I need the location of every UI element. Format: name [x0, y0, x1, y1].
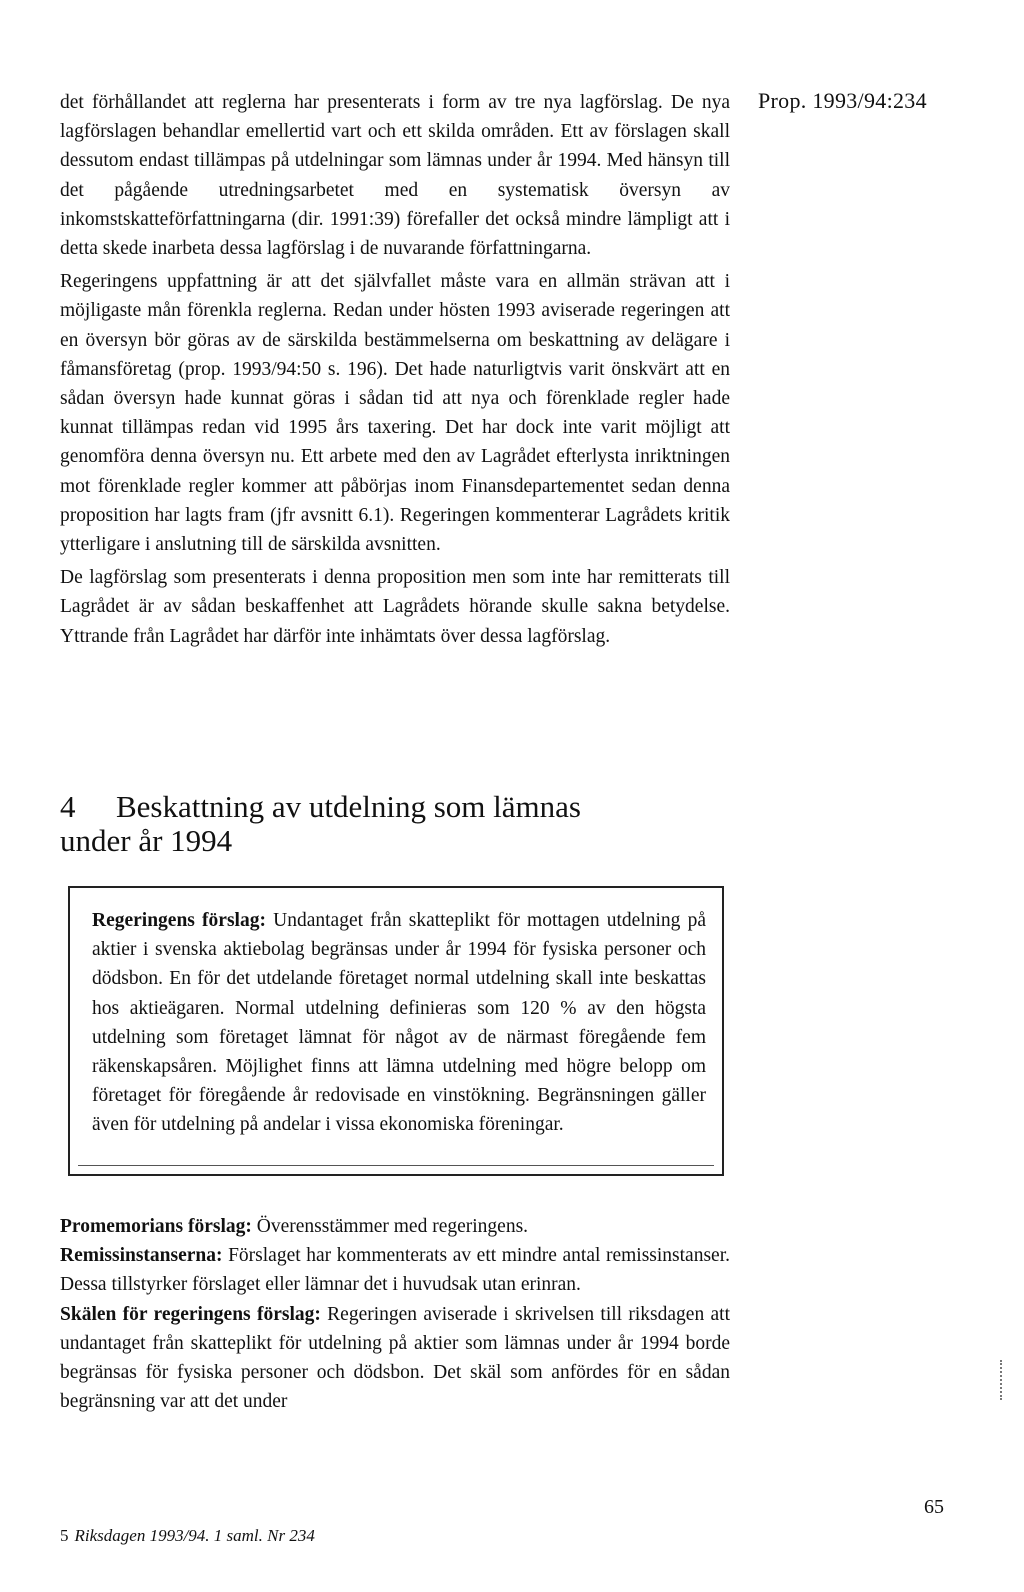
proposal-box — [68, 886, 724, 1176]
promemoria-paragraph — [60, 1212, 730, 1241]
skalen-label: Skälen för regeringens förslag: — [60, 1303, 321, 1325]
margin-mark — [1000, 1360, 1005, 1400]
body-text — [60, 88, 730, 651]
paragraph: det förhållandet att reglerna har presenterats i form av tre nya lagförslag. De nya lagförslagen behandlar emellertid vart och ett skilda områden. Ett av förslagen skall dessutom endast tillämpas på utdelningar som lämnas under år 1994. Med hänsyn till det pågående utredningsarbetet med en systematisk översyn av inkomstskatteförfattningarna (dir. 1991:39) förefaller det också mindre lämpligt att i detta skede inarbeta dessa lagförslag i de nuvarande författningarna. — [60, 92, 730, 260]
skalen-text: Regeringen aviserade i skrivelsen till riksdagen att undantaget från skatteplikt för utdelning på aktier som lämnas under år 1994 borde begränsas för fysiska personer och dödsbon. Det skäl som anfördes för en sådan begränsning var att det under — [60, 1303, 730, 1413]
box-rule — [78, 1165, 714, 1166]
remiss-label: Remissinstanserna: — [60, 1245, 223, 1267]
section-heading — [60, 790, 720, 858]
remiss-text: Förslaget har kommenterats av ett mindre antal remissinstanser. Dessa tillstyrker förslaget eller lämnar det i huvudsak utan erinran. — [60, 1245, 730, 1296]
section-title-line1: Beskattning av utdelning som lämnas — [116, 789, 581, 824]
skalen-paragraph — [60, 1300, 730, 1417]
paragraph: Regeringens uppfattning är att det självfallet måste vara en allmän strävan att i möjligaste mån förenkla reglerna. Redan under hösten 1993 aviserade regeringen att en översyn bör göras av de särskilda bestämmelserna om beskattning av delägare i fåmansföretag (prop. 1993/94:50 s. 196). Det hade naturligtvis varit önskvärt att en sådan översyn hade kunnat göras i sådan tid att nya och förenklade regler hade kunnat tillämpas redan vid 1995 års taxering. Det har dock inte varit möjligt att genomföra denna översyn nu. Ett arbete med den av Lagrådet efterlysta inriktningen mot förenklade regler kommer att påbörjas inom Finansdepartementet sedan denna proposition har lagts fram (jfr avsnitt 6.1). Regeringen kommenterar Lagrådets kritik ytterligare i anslutning till de särskilda avsnitten. — [60, 271, 730, 556]
promemoria-label: Promemorians förslag: — [60, 1216, 252, 1237]
paragraph: De lagförslag som presenterats i denna proposition men som inte har remitterats till Lagrådet är av sådan beskaffenhet att Lagrådets hörande skulle sakna betydelse. Yttrande från Lagrådet har därför inte inhämtats över dessa lagförslag. — [60, 567, 730, 647]
footer-number: 5 — [60, 1526, 69, 1545]
proposal-label: Regeringens förslag: — [92, 910, 266, 931]
lower-text — [60, 1212, 730, 1416]
proposition-reference: Prop. 1993/94:234 — [758, 88, 927, 113]
section-number: 4 — [60, 789, 76, 824]
footer-source: Riksdagen 1993/94. 1 saml. Nr 234 — [74, 1526, 315, 1545]
promemoria-text: Överensstämmer med regeringens. — [251, 1216, 529, 1237]
proposal-text: Undantaget från skatteplikt för mottagen utdelning på aktier i svenska aktiebolag begränsas under år 1994 för fysiska personer och dödsbon. En för det utdelande företaget normal utdelning skall inte beskattas hos aktieägaren. Normal utdelning definieras som 120 % av den högsta utdelning som företaget lämnat för något av de närmast föregående fem räkenskapsåren. Möjlighet finns att lämna utdelning med högre belopp om företaget för föregående år redovisade en vinstökning. Begränsningen gäller även för utdelning på andelar i vissa ekonomiska föreningar. — [92, 910, 706, 1136]
section-title-line2: under år 1994 — [60, 823, 233, 858]
page-footer — [60, 1526, 315, 1546]
page-number: 65 — [924, 1496, 944, 1518]
remiss-paragraph — [60, 1241, 730, 1299]
